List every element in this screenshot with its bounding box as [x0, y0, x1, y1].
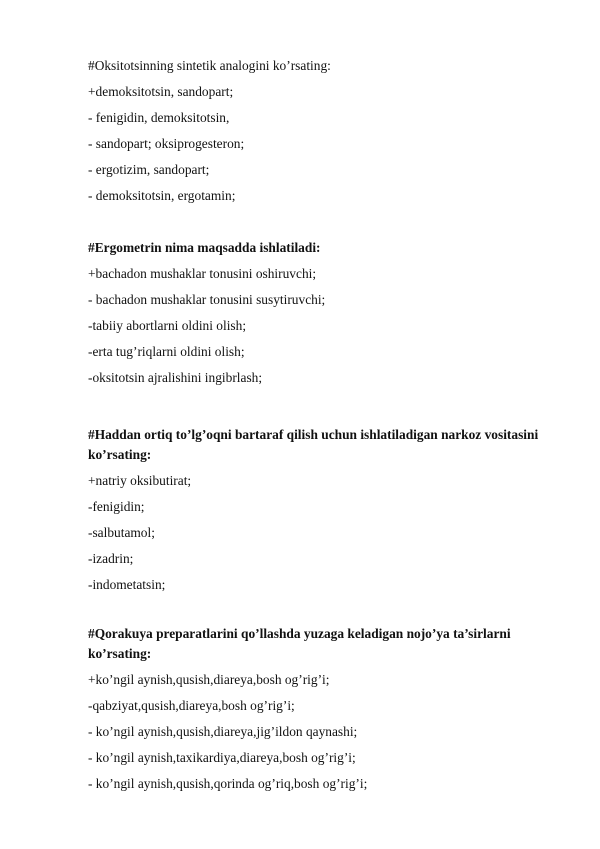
question-4 [88, 621, 548, 797]
answer-option: - sandopart; oksiprogesteron; [88, 136, 245, 151]
answer-option: - fenigidin, demoksitotsin, [88, 110, 230, 125]
answer-option: -oksitotsin ajralishini ingibrlash; [88, 370, 263, 385]
question-2 [88, 235, 548, 391]
question-title: #Haddan ortiq to’lg’oqni bartaraf qilish uchun ishlatiladigan narkoz vositasini ko’rsating: [88, 427, 539, 462]
answer-option: -indometatsin; [88, 577, 166, 592]
answer-option: -salbutamol; [88, 525, 155, 540]
answer-option: -qabziyat,qusish,diareya,bosh og’rig’i; [88, 698, 295, 713]
answer-option: +ko’ngil aynish,qusish,diareya,bosh og’rig’i; [88, 672, 330, 687]
answer-option: - ko’ngil aynish,qusish,diareya,jig’ildon qaynashi; [88, 724, 358, 739]
answer-option: -fenigidin; [88, 499, 145, 514]
question-title: #Oksitotsinning sintetik analogini ko’rsating: [88, 58, 331, 73]
answer-option: +natriy oksibutirat; [88, 473, 192, 488]
question-title: #Ergometrin nima maqsadda ishlatiladi: [88, 240, 321, 255]
answer-option: -erta tug’riqlarni oldini olish; [88, 344, 245, 359]
answer-option: - demoksitotsin, ergotamin; [88, 188, 236, 203]
answer-option: - ergotizim, sandopart; [88, 162, 210, 177]
answer-option: -izadrin; [88, 551, 134, 566]
answer-option: +demoksitotsin, sandopart; [88, 84, 234, 99]
answer-option: - ko’ngil aynish,qusish,qorinda og’riq,bosh og’rig’i; [88, 776, 368, 791]
answer-option: - ko’ngil aynish,taxikardiya,diareya,bosh og’rig’i; [88, 750, 356, 765]
answer-option: -tabiiy abortlarni oldini olish; [88, 318, 247, 333]
answer-option: +bachadon mushaklar tonusini oshiruvchi; [88, 266, 317, 281]
question-3 [88, 422, 548, 598]
question-1 [88, 53, 548, 209]
answer-option: - bachadon mushaklar tonusini susytiruvchi; [88, 292, 326, 307]
question-title: #Qorakuya preparatlarini qo’llashda yuzaga keladigan nojo’ya ta’sirlarni ko’rsating: [88, 626, 511, 661]
